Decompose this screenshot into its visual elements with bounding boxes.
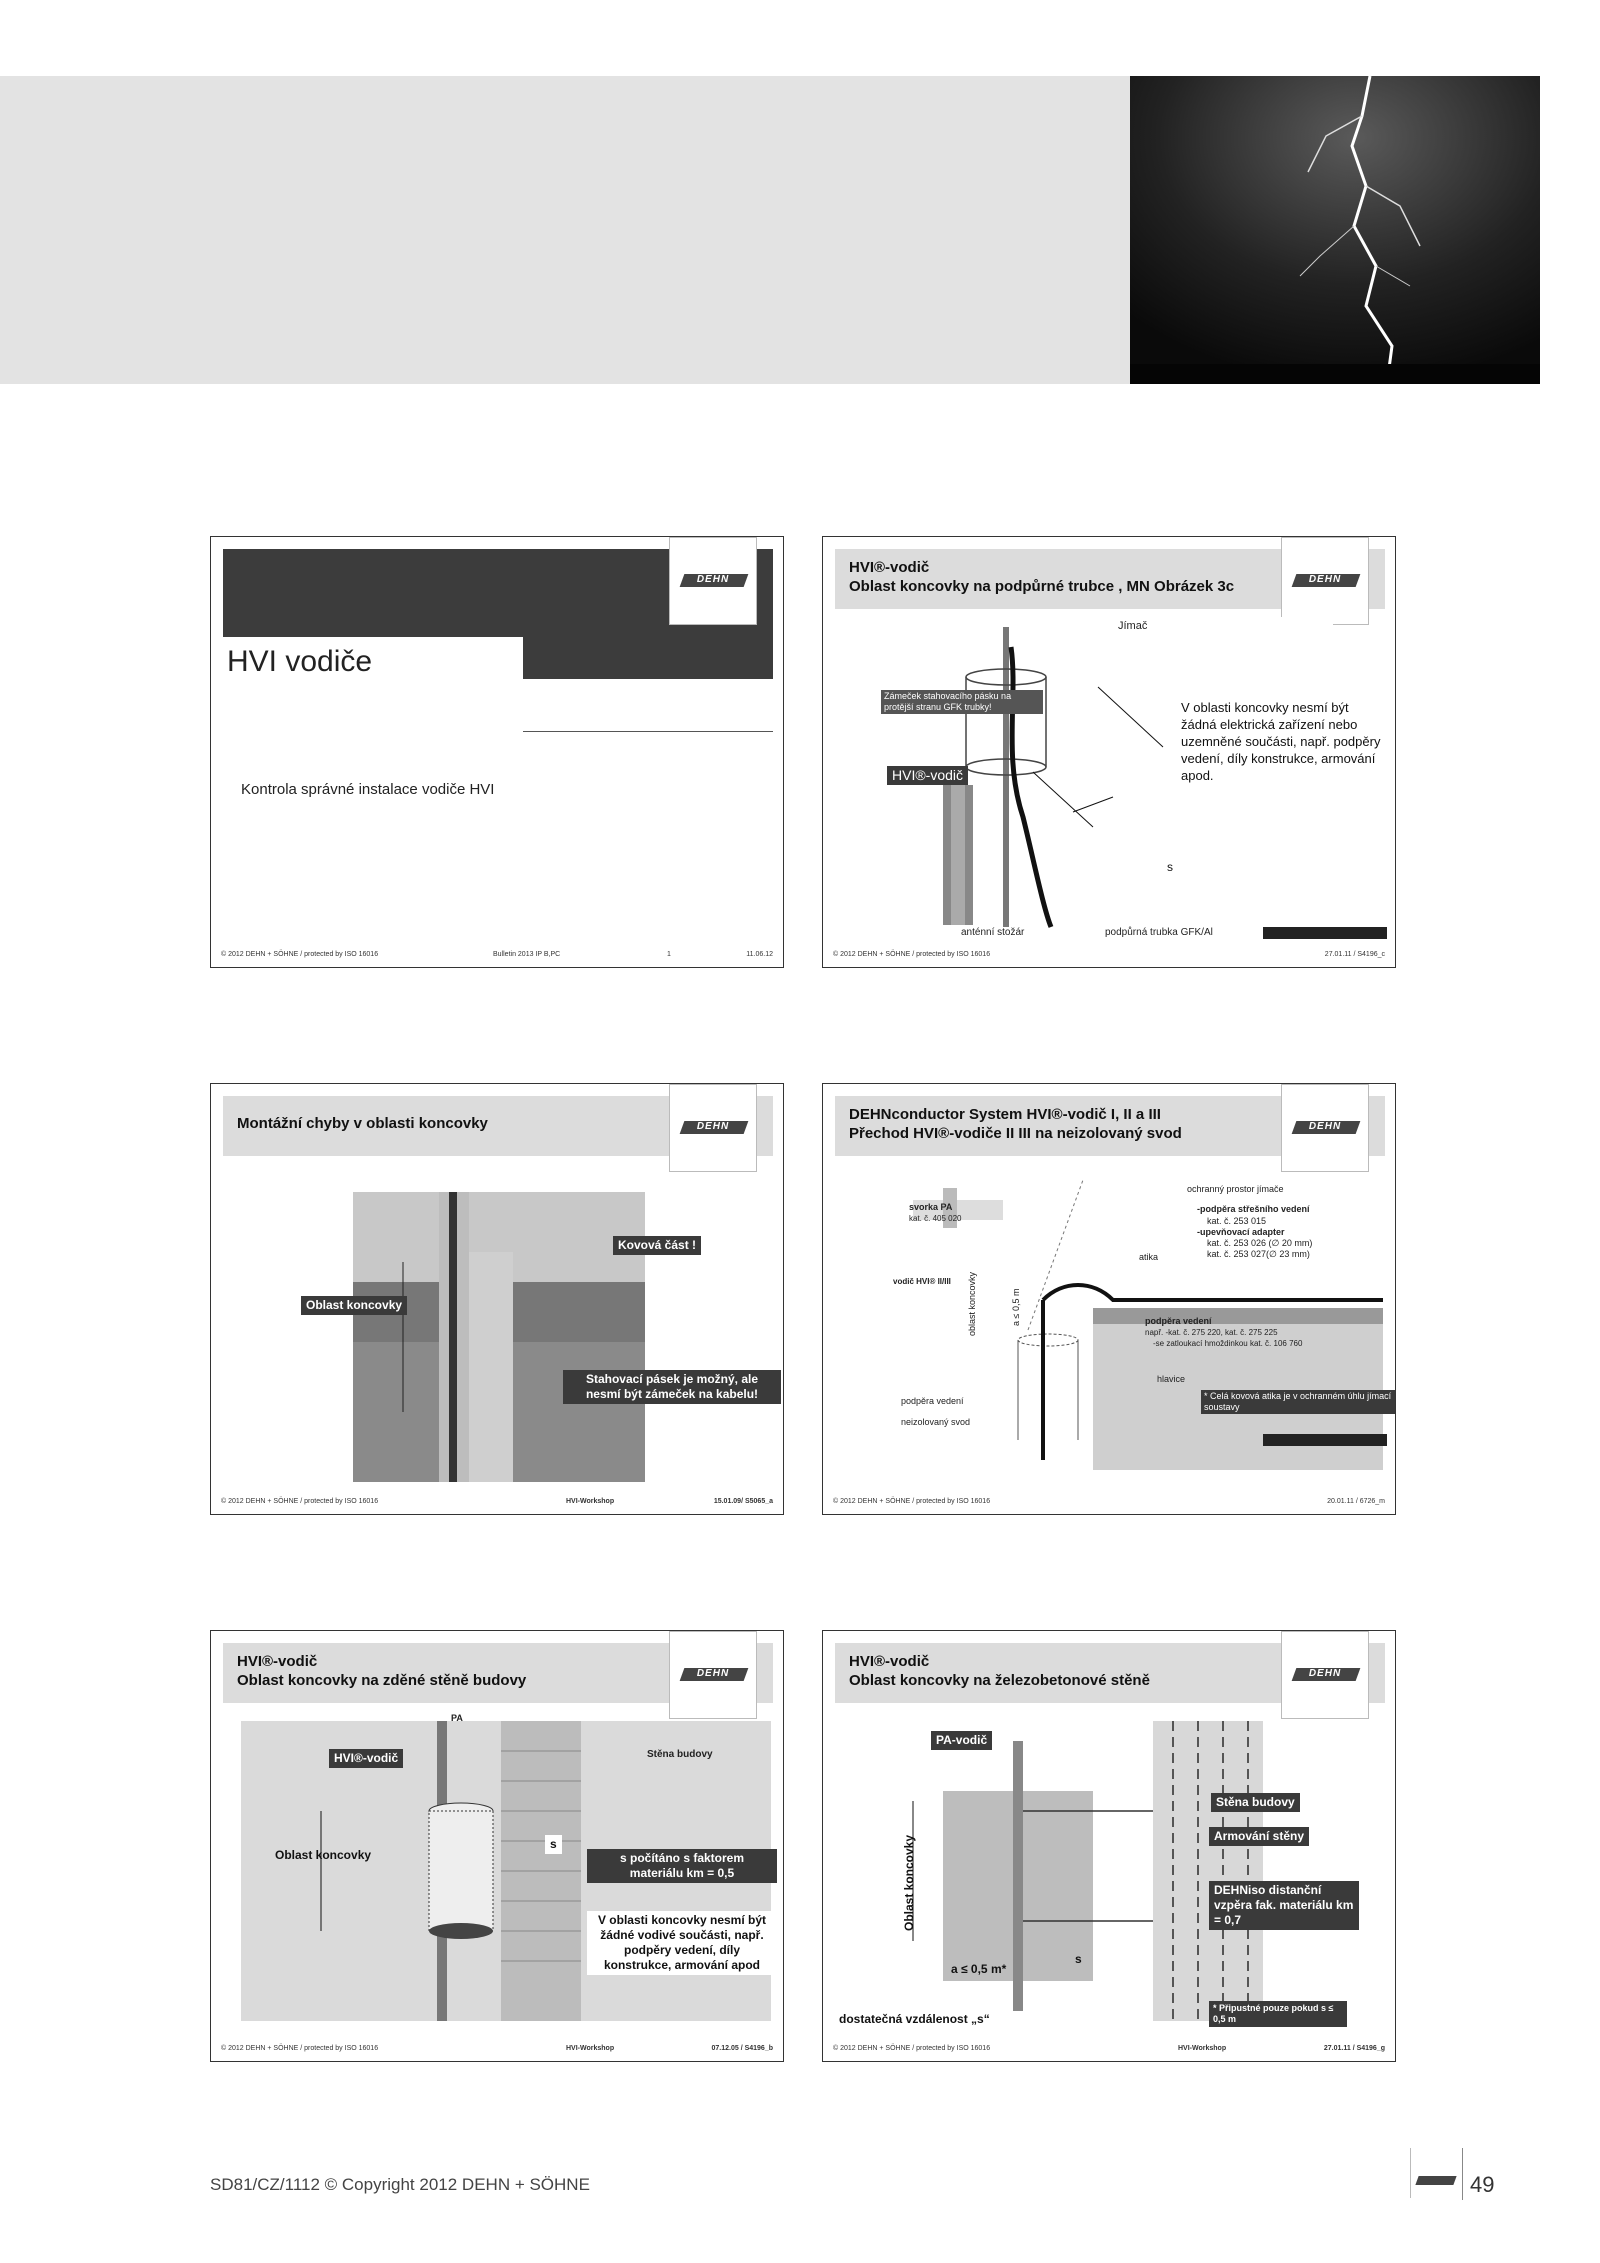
label-s: s	[1167, 860, 1173, 874]
slide-6-title-a: HVI®-vodič	[849, 1653, 930, 1670]
label-pocitano: s počítáno s faktorem materiálu km = 0,5	[587, 1849, 777, 1883]
slide-1-footer	[221, 951, 773, 961]
footer-copyright: © 2012 DEHN + SÖHNE / protected by ISO 16016	[221, 1498, 379, 1505]
label-podpera-vedeni-kat2: -se zatloukací hmoždinkou kat. č. 106 760	[1153, 1339, 1303, 1348]
logo-word: DEHN	[696, 1121, 730, 1132]
label-podpera-vedeni-kat: např. -kat. č. 275 220, kat. č. 275 225	[1145, 1328, 1278, 1337]
slide-6-footer	[833, 2045, 1385, 2055]
lightning-icon	[1130, 76, 1540, 384]
label-kovova-cast: Kovová část !	[613, 1236, 701, 1255]
slide-3-photo	[353, 1192, 645, 1482]
slide-3	[210, 1083, 784, 1515]
label-upev-kat2: kat. č. 253 027(∅ 23 mm)	[1207, 1249, 1310, 1259]
label-podpera-strech: -podpěra střešního vedení	[1197, 1204, 1310, 1214]
label-s: s	[1075, 1952, 1082, 1966]
footer-workshop: HVI-Workshop	[566, 2045, 615, 2052]
slide-2-title-a: HVI®-vodič	[849, 559, 930, 576]
label-ochranny: ochranný prostor jímače	[1187, 1184, 1284, 1194]
footer-date: 11.06.12	[746, 951, 773, 958]
label-a-distance: a ≤ 0,5 m*	[951, 1962, 1007, 1976]
footer-logo	[1410, 2148, 1459, 2198]
footer-date: 27.01.11 / S4196_g	[1323, 2045, 1385, 2052]
dehn-logo	[669, 1084, 757, 1172]
page-number-divider	[1462, 2148, 1463, 2200]
header-band	[0, 76, 1130, 384]
slide-1	[210, 536, 784, 968]
label-stahovaci-pasek: Stahovací pásek je možný, ale nesmí být zámeček na kabelu!	[563, 1370, 781, 1404]
label-hvi-vodic: HVI®-vodič	[329, 1749, 403, 1768]
footer-date: 15.01.09/ S5065_a	[713, 1498, 773, 1505]
footer-date: 07.12.05 / S4196_b	[711, 2045, 773, 2052]
label-oblast-koncovky: Oblast koncovky	[301, 1296, 407, 1315]
slide-6	[822, 1630, 1396, 2062]
label-podpera-kat: kat. č. 253 015	[1207, 1216, 1267, 1226]
slide-1-subtitle: Kontrola správné instalace vodiče HVI	[241, 781, 495, 798]
logo-word: DEHN	[696, 1668, 730, 1679]
slide-5	[210, 1630, 784, 2062]
slide-4-footer	[833, 1498, 1385, 1508]
label-podpera-vedeni-2: podpěra vedení	[901, 1396, 964, 1406]
slide-2-logo-strip	[1263, 927, 1387, 939]
slide-3-title: Montážní chyby v oblasti koncovky	[237, 1115, 488, 1132]
lightning-photo	[1130, 76, 1540, 384]
logo-word: DEHN	[1308, 574, 1342, 585]
slide-2-footer	[833, 951, 1385, 961]
label-stena-budovy: Stěna budovy	[647, 1749, 713, 1760]
dehn-logo	[1281, 537, 1369, 625]
dehn-logo	[1281, 1084, 1369, 1172]
label-zamecek: Zámeček stahovacího pásku na protější stranu GFK trubky!	[881, 690, 1043, 714]
label-upev: -upevňovací adapter	[1197, 1227, 1285, 1237]
slide-4-note: * Celá kovová atika je v ochranném úhlu jímací soustavy	[1201, 1390, 1395, 1414]
slide-6-note: * Připustné pouze pokud s ≤ 0,5 m	[1209, 2001, 1347, 2027]
footer-copyright: © 2012 DEHN + SÖHNE / protected by ISO 16016	[833, 1498, 991, 1505]
slide-4-logo-strip	[1263, 1434, 1387, 1446]
label-a-distance: a ≤ 0,5 m	[1011, 1288, 1021, 1326]
label-oblast-koncovky: Oblast koncovky	[275, 1848, 372, 1862]
label-s: s	[545, 1835, 562, 1854]
page-number: 49	[1470, 2172, 1495, 2197]
slide-4-title-b: Přechod HVI®-vodiče II III na neizolovaný svod	[849, 1125, 1182, 1142]
label-jimac: Jímač	[1118, 620, 1148, 632]
label-oblast-koncovky: oblast koncovky	[967, 1271, 977, 1336]
label-oblast-koncovky: Oblast koncovky	[902, 1834, 916, 1931]
logo-word: DEHN	[1308, 1121, 1342, 1132]
slide-5-footer	[221, 2045, 773, 2055]
slide-4	[822, 1083, 1396, 1515]
label-podpurna-trubka: podpůrná trubka GFK/Al	[1105, 927, 1213, 938]
slide-1-title: HVI vodiče	[227, 645, 373, 678]
slide-5-title-a: HVI®-vodič	[237, 1653, 318, 1670]
slide-4-title-a: DEHNconductor System HVI®-vodič I, II a III	[849, 1106, 1161, 1123]
label-vodic-hvi: vodič HVI® II/III	[893, 1277, 951, 1286]
label-neizolovany-svod: neizolovaný svod	[901, 1417, 971, 1427]
label-upev-kat1: kat. č. 253 026 (∅ 20 mm)	[1207, 1238, 1313, 1248]
footer-copyright: © 2012 DEHN + SÖHNE / protected by ISO 16016	[833, 951, 991, 958]
logo-word: DEHN	[1308, 1668, 1342, 1679]
footer-copyright: © 2012 DEHN + SÖHNE / protected by ISO 16016	[221, 2045, 379, 2052]
page-footer: SD81/CZ/1112 © Copyright 2012 DEHN + SÖHNE	[210, 2175, 590, 2194]
label-stena-budovy: Stěna budovy	[1211, 1793, 1300, 1812]
label-dehniso: DEHNiso distanční vzpěra fak. materiálu km = 0,7	[1209, 1881, 1359, 1930]
label-dostatecna: dostatečná vzdálenost „s“	[839, 2012, 990, 2026]
slide-6-diagram	[853, 1721, 1383, 2021]
footer-date: 27.01.11 / S4196_c	[1324, 951, 1385, 958]
footer-copyright: © 2012 DEHN + SÖHNE / protected by ISO 16016	[221, 951, 379, 958]
label-armovani-steny: Armování stěny	[1209, 1827, 1309, 1846]
label-podpera-vedeni: podpěra vedení	[1145, 1316, 1212, 1326]
label-pa: PA	[451, 1713, 463, 1723]
label-svorka-pa: svorka PA	[909, 1202, 953, 1212]
footer-doc: Bulletin 2013 IP B,PC	[493, 951, 561, 958]
label-hvi-vodic: HVI®-vodič	[887, 766, 968, 785]
slide-2-title-b: Oblast koncovky na podpůrné trubce , MN Obrázek 3c	[849, 578, 1235, 595]
slide-2-note: V oblasti koncovky nesmí být žádná elektrická zařízení nebo uzemněné součásti, např. podpěry vedení, díly konstrukce, armování apod.	[1181, 700, 1381, 783]
dehn-logo	[669, 1631, 757, 1719]
footer-workshop: HVI-Workshop	[566, 1498, 615, 1505]
label-hlavice: hlavice	[1157, 1374, 1186, 1384]
dehn-logo	[1281, 1631, 1369, 1719]
slide-6-title-b: Oblast koncovky na železobetonové stěně	[849, 1672, 1150, 1689]
slide-3-footer	[221, 1498, 773, 1508]
label-pa-vodic: PA-vodič	[931, 1731, 992, 1750]
slide-5-note: V oblasti koncovky nesmí být žádné vodivé součásti, např. podpěry vedení, díly konstrukce, armování apod	[587, 1911, 777, 1975]
slide-2	[822, 536, 1396, 968]
logo-sash	[1415, 2176, 1456, 2185]
footer-page: 1	[667, 951, 671, 958]
footer-copyright: © 2012 DEHN + SÖHNE / protected by ISO 16016	[833, 2045, 991, 2052]
slide-1-rule	[523, 731, 773, 732]
label-svorka-kat: kat. č. 405 020	[909, 1214, 962, 1223]
label-anteni-stozar: anténní stožár	[961, 927, 1025, 938]
slide-5-title-b: Oblast koncovky na zděné stěně budovy	[237, 1672, 527, 1689]
footer-workshop: HVI-Workshop	[1178, 2045, 1227, 2052]
label-atika: atika	[1139, 1252, 1159, 1262]
footer-date: 20.01.11 / 6726_m	[1327, 1498, 1385, 1505]
dehn-logo	[669, 537, 757, 625]
logo-word: DEHN	[696, 574, 730, 585]
